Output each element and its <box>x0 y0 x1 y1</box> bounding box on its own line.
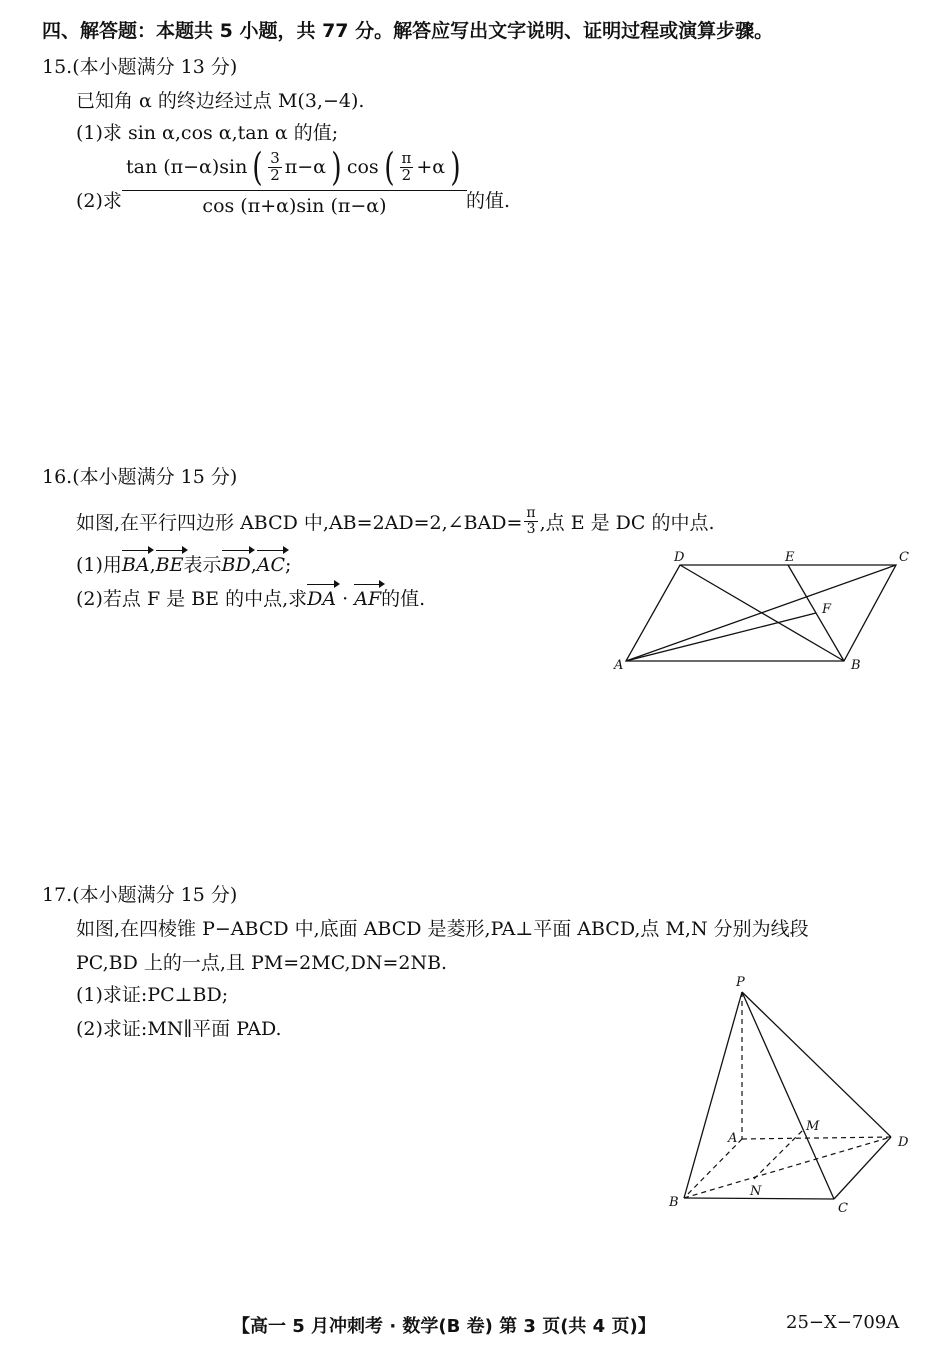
left-paren: ( <box>383 145 395 189</box>
label-a: A <box>614 658 624 673</box>
right-paren: ) <box>331 145 342 189</box>
label-a: A <box>728 1131 738 1146</box>
page-footer: 【高一 5 月冲刺考 · 数学(B 卷) 第 3 页(共 4 页)】 <box>232 1316 656 1337</box>
vector-be: BE <box>155 554 184 576</box>
vector-da: DA <box>307 588 337 610</box>
q15-denominator: cos (π+α)sin (π−α) <box>202 195 387 217</box>
frac-num: π <box>526 505 536 521</box>
dot-product: · <box>336 588 355 610</box>
paper-code: 25−X−709A <box>786 1312 900 1333</box>
numerator-tan-sin: tan (π−α)sin <box>126 156 248 178</box>
q16-part2 <box>76 584 425 611</box>
vector-af: AF <box>354 588 382 610</box>
label-d: D <box>674 550 685 565</box>
q15-part2-prefix: (2)求 <box>76 190 122 212</box>
q17-heading: 17.(本小题满分 15 分) <box>42 884 238 906</box>
parallelogram-figure <box>608 545 913 675</box>
fraction-3-2 <box>268 148 282 184</box>
q15-numerator <box>122 145 467 191</box>
numerator-cos: cos <box>346 156 379 178</box>
edge-cd <box>834 1137 891 1199</box>
label-m: M <box>806 1119 820 1134</box>
frac-den: 2 <box>401 165 412 184</box>
q16-part1-text: 表示 <box>183 554 222 576</box>
frac-num: 3 <box>270 148 280 167</box>
q16-heading: 16.(本小题满分 15 分) <box>42 466 238 488</box>
frac-num: π <box>401 148 412 167</box>
q16-part2-text: (2)若点 F 是 BE 的中点,求 <box>76 588 308 610</box>
q17-stem-line1: 如图,在四棱锥 P−ABCD 中,底面 ABCD 是菱形,PA⊥平面 ABCD,点 M,N 分别为线段 <box>76 918 809 940</box>
q16-part1 <box>76 550 291 577</box>
label-e: E <box>785 550 795 565</box>
q17-part1: (1)求证:PC⊥BD; <box>76 984 229 1006</box>
q16-stem <box>76 506 715 536</box>
segment-ac <box>626 565 896 661</box>
q15-stem: 已知角 α 的终边经过点 M(3,−4). <box>76 90 365 112</box>
pyramid-figure <box>660 970 920 1220</box>
label-c: C <box>899 550 909 565</box>
frac-den: 3 <box>526 520 536 537</box>
q15-part1: (1)求 sin α,cos α,tan α 的值; <box>76 122 339 144</box>
q15-expression <box>122 145 467 217</box>
right-paren: ) <box>450 145 461 189</box>
q16-stem-text-end: ,点 E 是 DC 的中点. <box>539 511 715 534</box>
comma: , <box>149 554 156 576</box>
frac-den: 2 <box>270 165 280 184</box>
label-b: B <box>669 1195 679 1210</box>
fraction-pi-3 <box>524 506 537 536</box>
q15-part2-suffix: 的值. <box>466 190 511 212</box>
q17-stem-line2: PC,BD 上的一点,且 PM=2MC,DN=2NB. <box>76 952 448 974</box>
vector-ac: AC <box>256 554 286 576</box>
label-c: C <box>838 1201 848 1216</box>
segment-af <box>626 613 816 661</box>
q17-part2: (2)求证:MN∥平面 PAD. <box>76 1018 282 1040</box>
vector-bd: BD <box>221 554 251 576</box>
numerator-pi-minus-alpha: π−α <box>284 156 326 178</box>
semicolon: ; <box>285 554 292 576</box>
edge-ad <box>742 1137 891 1139</box>
comma: , <box>250 554 257 576</box>
label-n: N <box>750 1184 762 1199</box>
edge-pd <box>742 992 891 1137</box>
q15-heading: 15.(本小题满分 13 分) <box>42 56 238 78</box>
segment-mn <box>754 1130 803 1179</box>
edge-pb <box>684 992 742 1198</box>
label-p: P <box>736 975 745 990</box>
q16-part2-text: 的值. <box>381 588 426 610</box>
vector-ba: BA <box>121 554 150 576</box>
q16-stem-text: 如图,在平行四边形 ABCD 中,AB=2AD=2,∠BAD= <box>76 511 523 534</box>
q16-part1-text: (1)用 <box>76 554 122 576</box>
numerator-plus-alpha: +α <box>416 156 446 178</box>
label-b: B <box>851 658 861 673</box>
fraction-pi-2 <box>400 148 414 184</box>
left-paren: ( <box>252 145 263 189</box>
label-d: D <box>898 1135 909 1150</box>
label-f: F <box>822 602 832 617</box>
section-header: 四、解答题：本题共 5 小题，共 77 分。解答应写出文字说明、证明过程或演算步骤。 <box>42 20 774 42</box>
